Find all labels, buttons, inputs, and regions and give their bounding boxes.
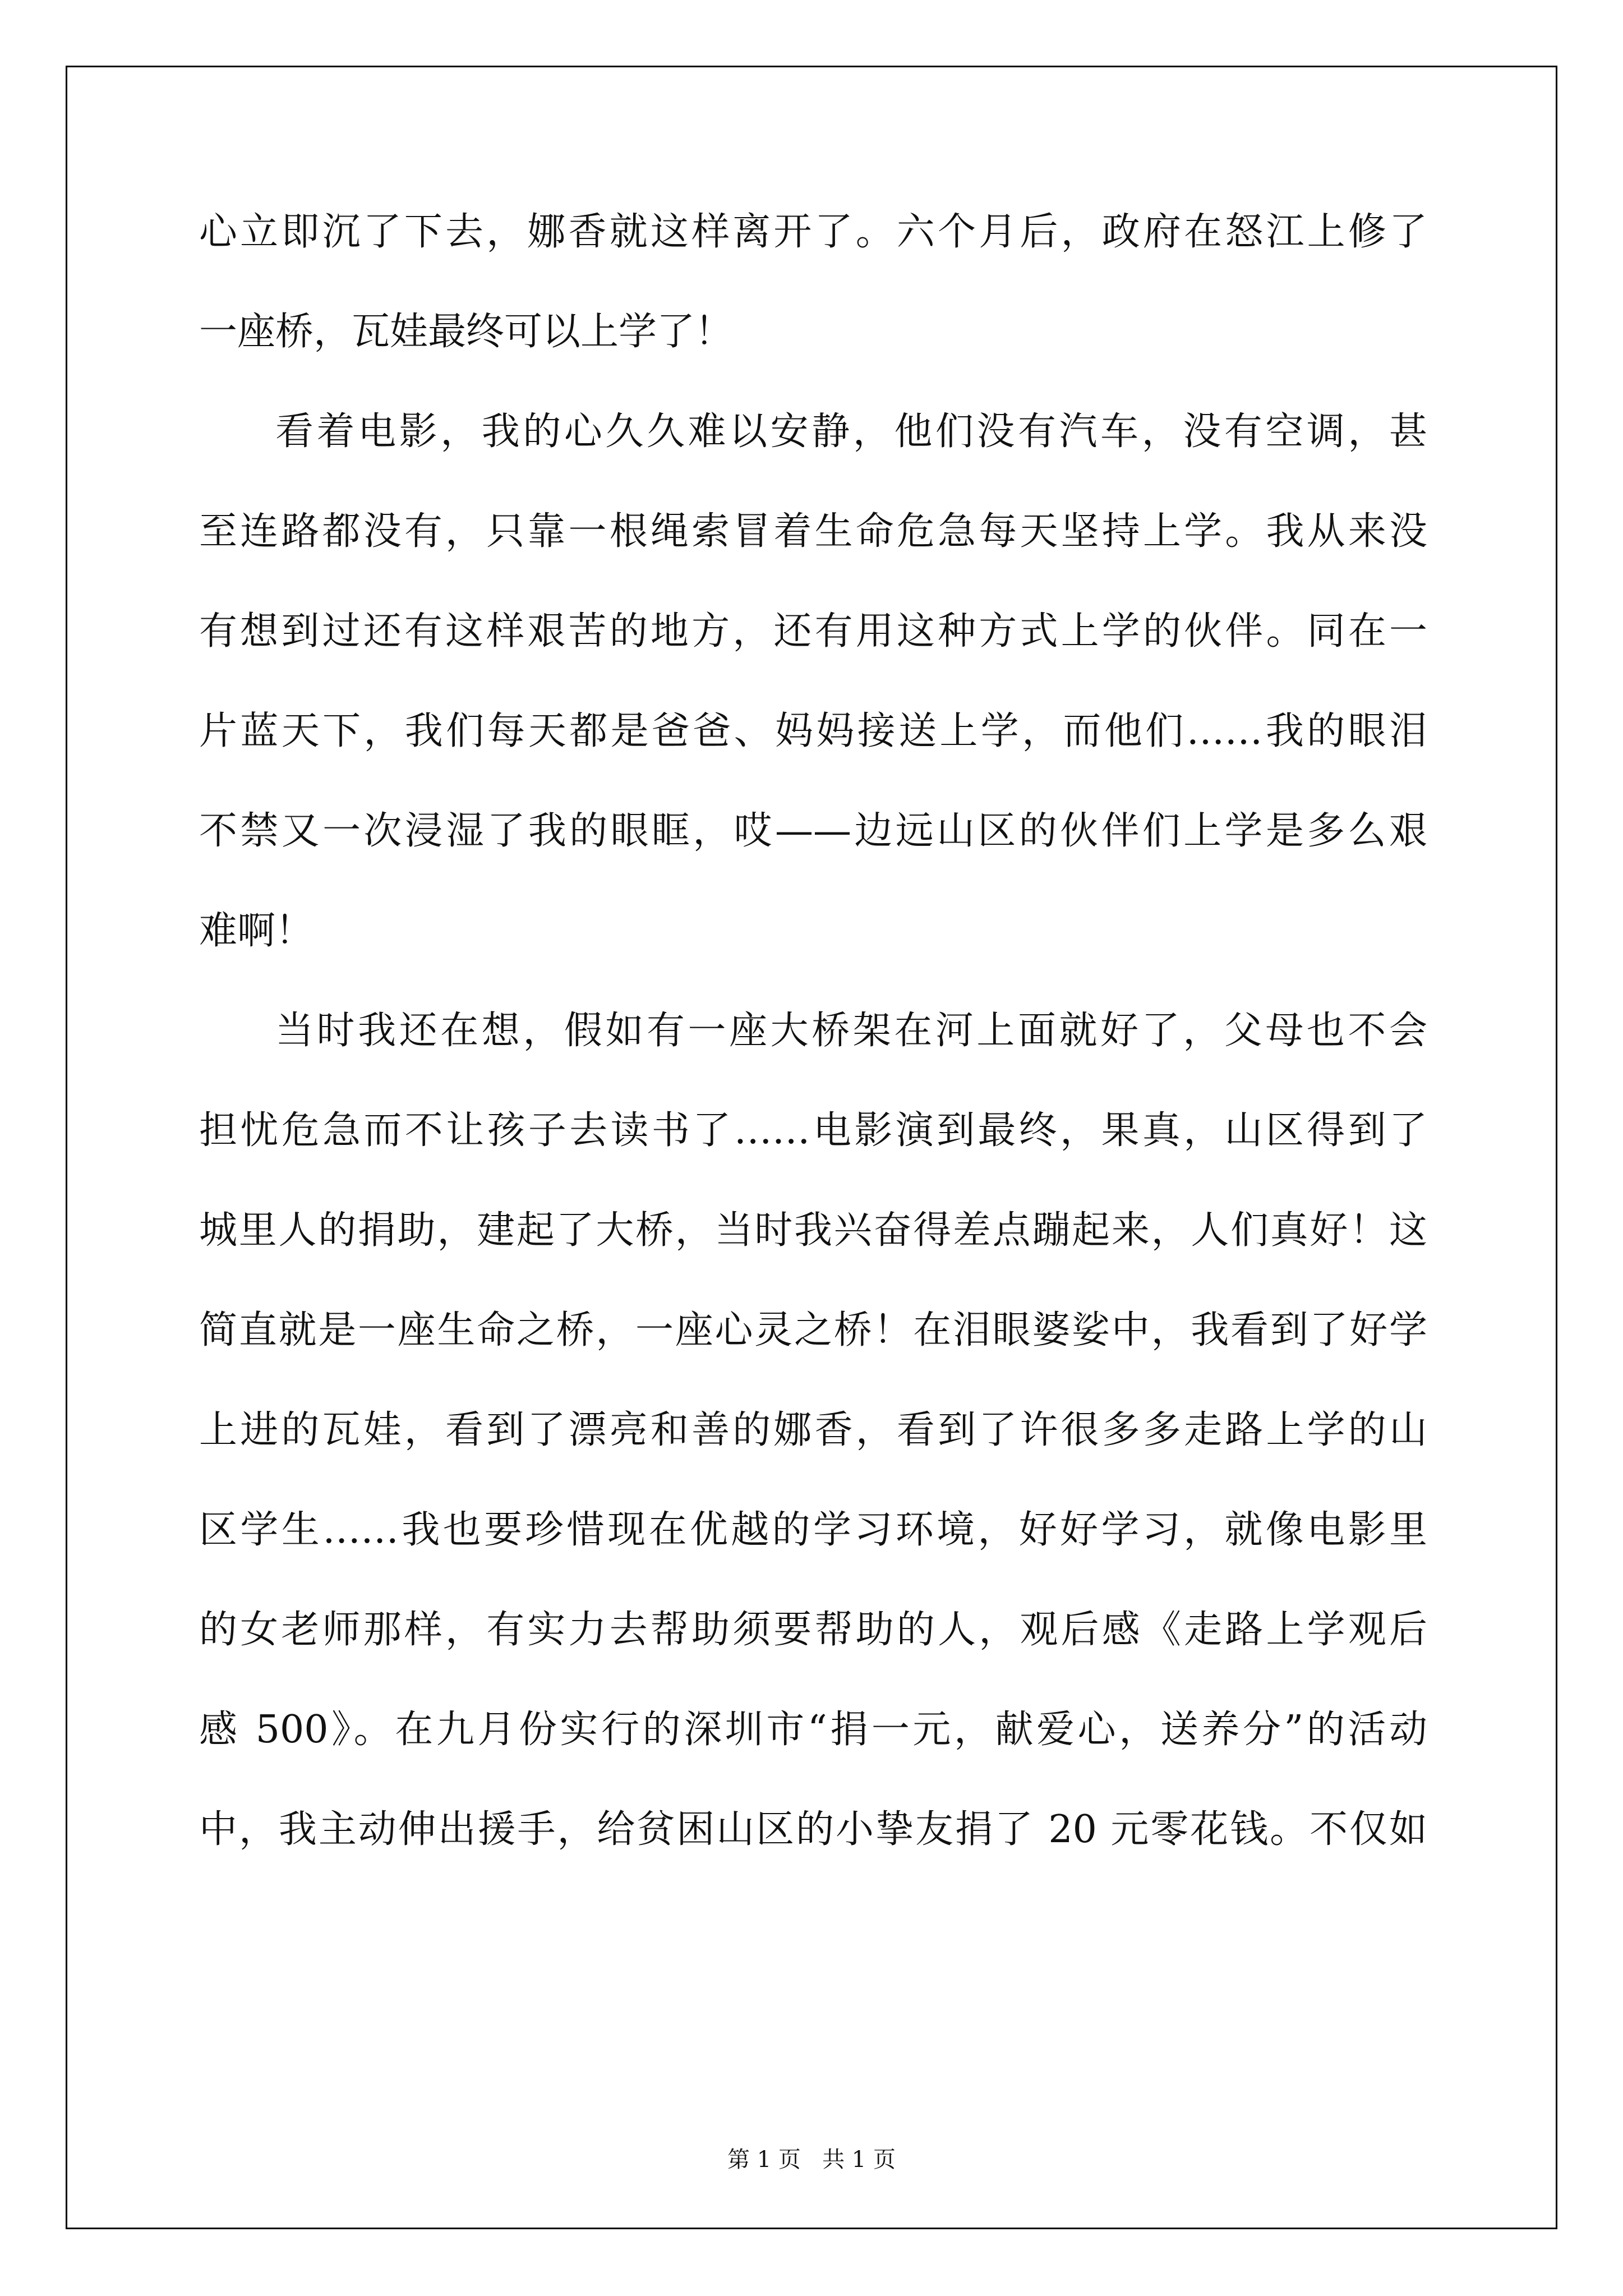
- text-line: 看着电影，我的心久久难以安静，他们没有汽车，没有空调，甚: [275, 409, 1427, 454]
- text-line: 担忧危急而不让孩子去读书了……电影演到最终，果真，山区得到了: [199, 1108, 1427, 1153]
- text-line: 当时我还在想，假如有一座大桥架在河上面就好了，父母也不会: [275, 1009, 1427, 1053]
- body-text: [199, 210, 1427, 1911]
- text-line: 难啊！: [199, 909, 314, 953]
- text-line: 一座桥，瓦娃最终可以上学了！: [199, 310, 734, 354]
- text-line: 中，我主动伸出援手，给贫困山区的小挚友捐了 20 元零花钱。不仅如: [199, 1807, 1427, 1852]
- text-line: 区学生……我也要珍惜现在优越的学习环境，好好学习，就像电影里: [199, 1508, 1427, 1552]
- text-line: 至连路都没有，只靠一根绳索冒着生命危急每天坚持上学。我从来没: [199, 509, 1427, 554]
- page-footer: 第 1 页 共 1 页: [727, 2147, 896, 2173]
- text-line: 片蓝天下，我们每天都是爸爸、妈妈接送上学，而他们……我的眼泪: [199, 709, 1427, 753]
- text-line: 简直就是一座生命之桥，一座心灵之桥！在泪眼婆娑中，我看到了好学: [199, 1308, 1427, 1352]
- text-line: 不禁又一次浸湿了我的眼眶，哎——边远山区的伙伴们上学是多么艰: [199, 809, 1427, 853]
- text-line: 城里人的捐助，建起了大桥，当时我兴奋得差点蹦起来，人们真好！这: [199, 1208, 1427, 1253]
- text-line: 感 500》。在九月份实行的深圳市“捐一元，献爱心，送养分”的活动: [199, 1708, 1427, 1752]
- text-line: 心立即沉了下去，娜香就这样离开了。六个月后，政府在怒江上修了: [199, 210, 1427, 254]
- text-line: 上进的瓦娃，看到了漂亮和善的娜香，看到了许很多多走路上学的山: [199, 1408, 1427, 1452]
- text-line: 有想到过还有这样艰苦的地方，还有用这种方式上学的伙伴。同在一: [199, 609, 1427, 654]
- text-line: 的女老师那样，有实力去帮助须要帮助的人，观后感《走路上学观后: [199, 1608, 1427, 1652]
